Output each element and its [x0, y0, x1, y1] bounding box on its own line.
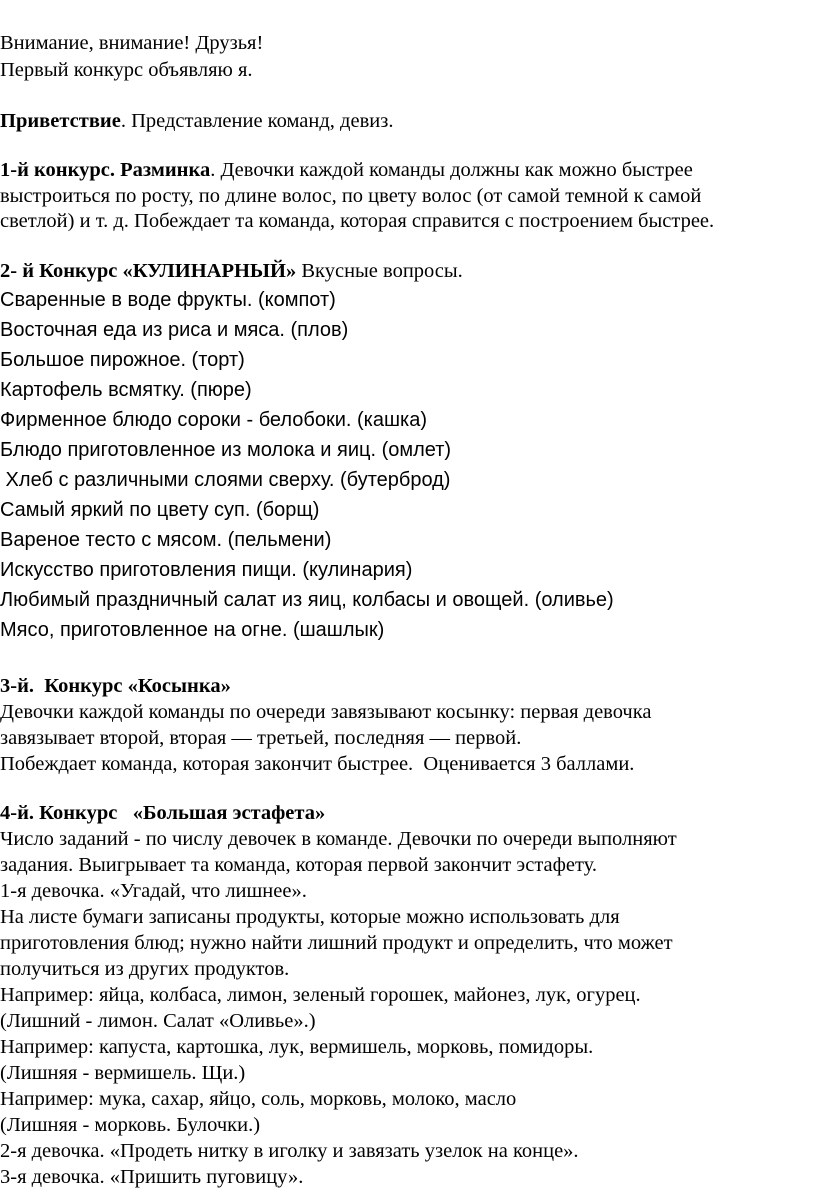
contest4-line: Число заданий - по числу девочек в команде. Девочки по очереди выполняют: [0, 828, 677, 850]
contest2-question: Мясо, приготовленное на огне. (шашлык): [0, 619, 385, 641]
contest2-question: Самый яркий по цвету суп. (борщ): [0, 499, 320, 521]
contest2-question: Фирменное блюдо сороки - белобоки. (кашка): [0, 409, 428, 431]
contest4-line: 2-я девочка. «Продеть нитку в иголку и завязать узелок на конце».: [0, 1140, 579, 1162]
contest4-line: 3-я девочка. «Пришить пуговицу».: [0, 1166, 304, 1188]
contest1-text: . Девочки каждой команды должны как можно быстрее: [210, 159, 693, 181]
contest4-line: Например: мука, сахар, яйцо, соль, морковь, молоко, масло: [0, 1088, 517, 1110]
contest2-question: Блюдо приготовленное из молока и яиц. (омлет): [0, 439, 452, 461]
contest4-title: [0, 803, 325, 824]
greeting-title: Приветствие: [0, 110, 121, 132]
contest2-question: Вареное тесто с мясом. (пельмени): [0, 529, 332, 551]
contest4-line: получиться из других продуктов.: [0, 958, 290, 980]
contest4-line: задания. Выигрывает та команда, которая первой закончит эстафету.: [0, 854, 598, 876]
contest3-line: Побеждает команда, которая закончит быстрее. Оценивается 3 баллами.: [0, 753, 635, 775]
contest4-line: приготовления блюд; нужно найти лишний продукт и определить, что может: [0, 932, 673, 954]
contest4-line: Например: капуста, картошка, лук, вермишель, морковь, помидоры.: [0, 1036, 594, 1058]
greeting-paragraph: [0, 111, 393, 132]
contest4-line: 1-я девочка. «Угадай, что лишнее».: [0, 880, 307, 902]
contest2-question: Картофель всмятку. (пюре): [0, 379, 252, 401]
contest2-heading: [0, 261, 463, 282]
contest2-question: Восточная еда из риса и мяса. (плов): [0, 319, 349, 341]
contest4-line: На листе бумаги записаны продукты, которые можно использовать для: [0, 906, 620, 928]
contest2-question: Искусство приготовления пищи. (кулинария): [0, 559, 413, 581]
contest4-title-text: 4-й. Конкурс «Большая эстафета»: [0, 802, 326, 824]
contest4-line: Например: яйца, колбаса, лимон, зеленый горошек, майонез, лук, огурец.: [0, 984, 641, 1006]
contest3-title-text: 3-й. Конкурс «Косынка»: [0, 675, 231, 697]
contest1-line-3: светлой) и т. д. Побеждает та команда, которая справится с построением быстрее.: [0, 210, 715, 232]
contest2-question: Большое пирожное. (торт): [0, 349, 245, 371]
intro-line-2: Первый конкурс объявляю я.: [0, 59, 253, 81]
contest1-line-1: [0, 160, 693, 181]
greeting-text: . Представление команд, девиз.: [120, 110, 394, 132]
contest2-subtitle: Вкусные вопросы.: [296, 260, 463, 282]
contest3-title: [0, 676, 231, 697]
contest4-line: (Лишний - лимон. Салат «Оливье».): [0, 1010, 316, 1032]
contest3-line: завязывает второй, вторая — третьей, последняя — первой.: [0, 727, 522, 749]
contest1-line-2: выстроиться по росту, по длине волос, по цвету волос (от самой темной к самой: [0, 185, 702, 207]
contest4-line: (Лишняя - морковь. Булочки.): [0, 1114, 261, 1136]
contest2-question: Любимый праздничный салат из яиц, колбасы и овощей. (оливье): [0, 589, 614, 611]
contest4-line: (Лишняя - вермишель. Щи.): [0, 1062, 246, 1084]
contest3-line: Девочки каждой команды по очереди завязывают косынку: первая девочка: [0, 701, 652, 723]
intro-line-1: Внимание, внимание! Друзья!: [0, 32, 264, 54]
contest1-title: 1-й конкурс. Разминка: [0, 159, 211, 181]
contest2-question: Сваренные в воде фрукты. (компот): [0, 289, 336, 311]
contest2-title: 2- й Конкурс «КУЛИНАРНЫЙ»: [0, 260, 297, 282]
contest2-question: Хлеб с различными слоями сверху. (бутерброд): [0, 469, 451, 491]
